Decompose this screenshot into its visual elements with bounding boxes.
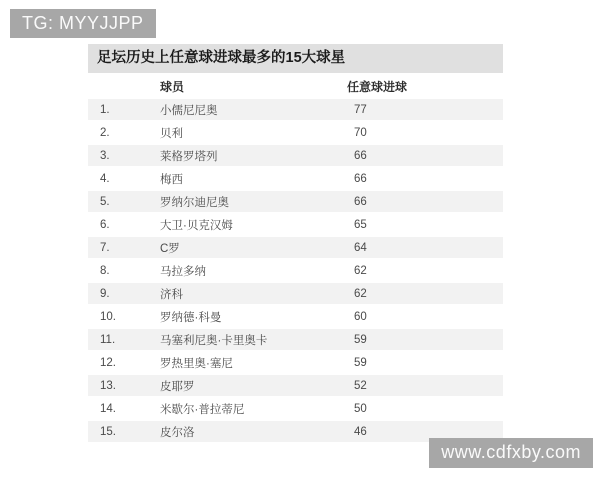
watermark-bottom-right: www.cdfxby.com [429,438,593,468]
player-cell: C罗 [160,242,180,255]
table-row [88,121,503,144]
rank-cell: 5. [100,195,110,208]
rank-cell: 1. [100,103,110,116]
player-cell: 马塞利尼奥·卡里奥卡 [160,334,268,347]
player-cell: 济科 [160,288,183,301]
table-row [88,374,503,397]
rank-cell: 2. [100,126,110,139]
goals-cell: 66 [354,195,367,208]
table-row [88,167,503,190]
watermark-top-left: TG: MYYJJPP [10,9,156,38]
goals-cell: 62 [354,264,367,277]
rank-cell: 10. [100,310,116,323]
player-cell: 大卫·贝克汉姆 [160,219,233,232]
table-row [88,213,503,236]
player-cell: 贝利 [160,127,183,140]
rank-cell: 8. [100,264,110,277]
table-row [88,259,503,282]
table-header-row [88,74,503,98]
player-cell: 梅西 [160,173,183,186]
table-row [88,190,503,213]
player-cell: 莱格罗塔列 [160,150,218,163]
goals-cell: 70 [354,126,367,139]
goals-cell: 60 [354,310,367,323]
player-cell: 皮耶罗 [160,380,195,393]
player-cell: 罗纳尔迪尼奥 [160,196,229,209]
player-cell: 罗纳德·科曼 [160,311,222,324]
player-cell: 皮尔洛 [160,426,195,439]
rank-cell: 15. [100,425,116,438]
rank-cell: 12. [100,356,116,369]
goals-cell: 77 [354,103,367,116]
goals-cell: 62 [354,287,367,300]
table-row [88,328,503,351]
table-row [88,236,503,259]
rank-cell: 3. [100,149,110,162]
table-row [88,351,503,374]
free-kick-ranking-table [88,44,503,443]
goals-cell: 66 [354,149,367,162]
header-goals-cell: 任意球进球 [347,79,408,94]
table-row [88,282,503,305]
goals-cell: 46 [354,425,367,438]
goals-cell: 66 [354,172,367,185]
goals-cell: 59 [354,356,367,369]
goals-cell: 50 [354,402,367,415]
player-cell: 小儒尼尼奥 [160,104,218,117]
rank-cell: 14. [100,402,116,415]
table-row [88,144,503,167]
table-body [88,98,503,443]
header-player-cell: 球员 [160,79,185,94]
table-row [88,98,503,121]
goals-cell: 65 [354,218,367,231]
player-cell: 罗热里奥·塞尼 [160,357,233,370]
table-row [88,305,503,328]
goals-cell: 52 [354,379,367,392]
table-row [88,397,503,420]
player-cell: 马拉多纳 [160,265,206,278]
rank-cell: 6. [100,218,110,231]
rank-cell: 9. [100,287,110,300]
player-cell: 米歇尔·普拉蒂尼 [160,403,245,416]
rank-cell: 11. [100,333,116,346]
goals-cell: 64 [354,241,367,254]
rank-cell: 13. [100,379,116,392]
rank-cell: 7. [100,241,110,254]
rank-cell: 4. [100,172,110,185]
goals-cell: 59 [354,333,367,346]
table-title: 足坛历史上任意球进球最多的15大球星 [88,44,503,73]
